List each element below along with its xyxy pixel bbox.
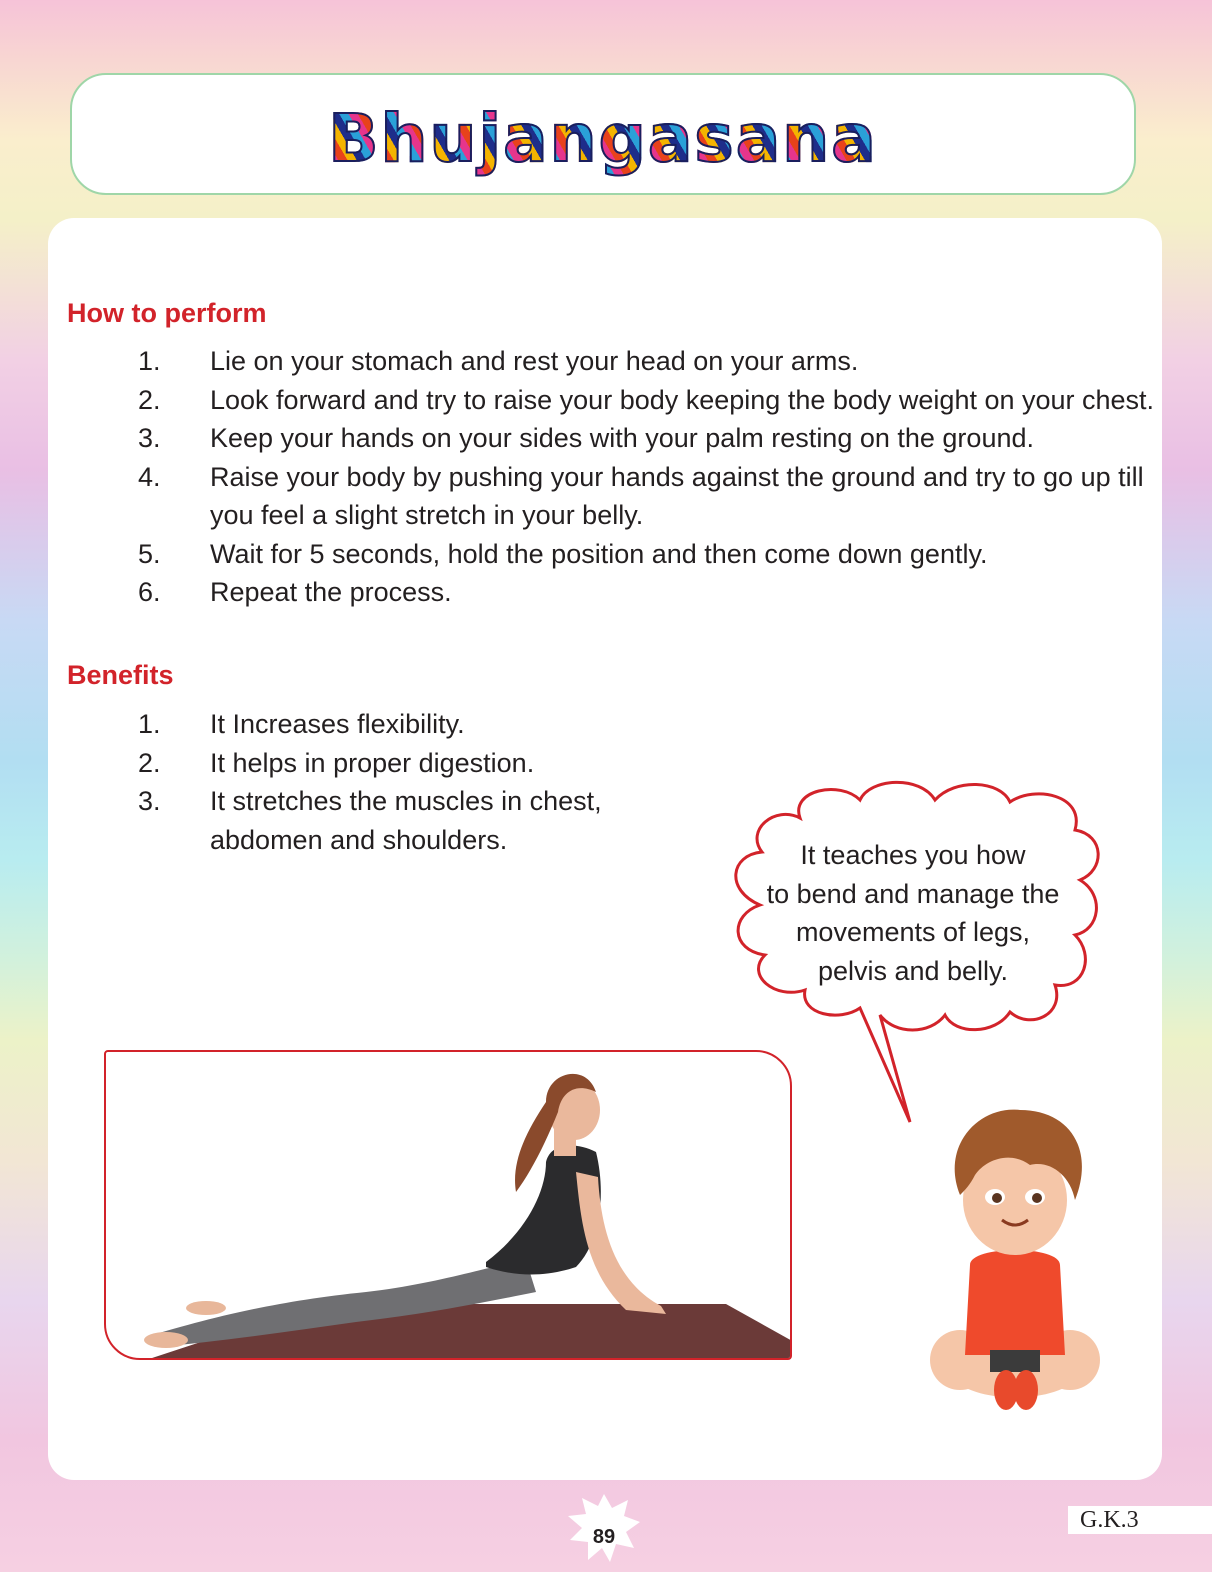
yoga-photo	[104, 1050, 792, 1360]
list-text: Keep your hands on your sides with your palm resting on the ground.	[210, 423, 1034, 453]
pupil	[1032, 1193, 1042, 1203]
list-text: Repeat the process.	[210, 577, 452, 607]
foot	[144, 1332, 188, 1348]
page-number: 89	[592, 1526, 616, 1548]
list-number: 6.	[138, 577, 161, 607]
list-text: It helps in proper digestion.	[210, 747, 535, 778]
bubble-text	[745, 836, 1081, 990]
book-code: G.K.3	[1068, 1506, 1212, 1534]
list-text: It stretches the muscles in chest,	[210, 786, 602, 816]
shirt	[965, 1250, 1065, 1355]
list-number: 3.	[138, 423, 161, 453]
list-number: 1.	[138, 346, 161, 376]
bubble-line: pelvis and belly.	[817, 955, 1009, 986]
list-number: 2.	[138, 747, 161, 778]
list-text: Wait for 5 seconds, hold the position and then come down gently.	[210, 538, 988, 569]
list-text: abdomen and shoulders.	[210, 824, 508, 855]
list-text: Lie on your stomach and rest your head on your arms.	[210, 346, 859, 376]
foot	[186, 1301, 226, 1315]
bubble-line: movements of legs,	[795, 917, 1031, 947]
list-text: Raise your body by pushing your hands against the ground and try to go up till you feel a slight stretch in your belly.	[210, 461, 1144, 530]
cobra-pose-illustration	[106, 1052, 792, 1360]
list-number: 5.	[138, 538, 161, 569]
bubble-line: It teaches you how	[800, 840, 1026, 870]
list-number: 4.	[138, 461, 161, 492]
how-to-perform-heading: How to perform	[67, 298, 267, 328]
list-number: 1.	[138, 709, 161, 739]
foot	[1014, 1370, 1038, 1410]
list-number: 3.	[138, 786, 161, 816]
list-text: Look forward and try to raise your body keeping the body weight on your chest.	[210, 384, 1155, 415]
pupil	[992, 1193, 1002, 1203]
bubble-line: to bend and manage the	[766, 878, 1060, 909]
page-title: Bhujangasana	[72, 99, 1134, 179]
benefits-heading: Benefits	[67, 660, 174, 690]
shorts	[990, 1350, 1040, 1372]
list-number: 2.	[138, 384, 161, 415]
list-text: It Increases flexibility.	[210, 709, 465, 739]
cartoon-boy-illustration	[930, 1105, 1100, 1415]
arm	[576, 1172, 666, 1314]
